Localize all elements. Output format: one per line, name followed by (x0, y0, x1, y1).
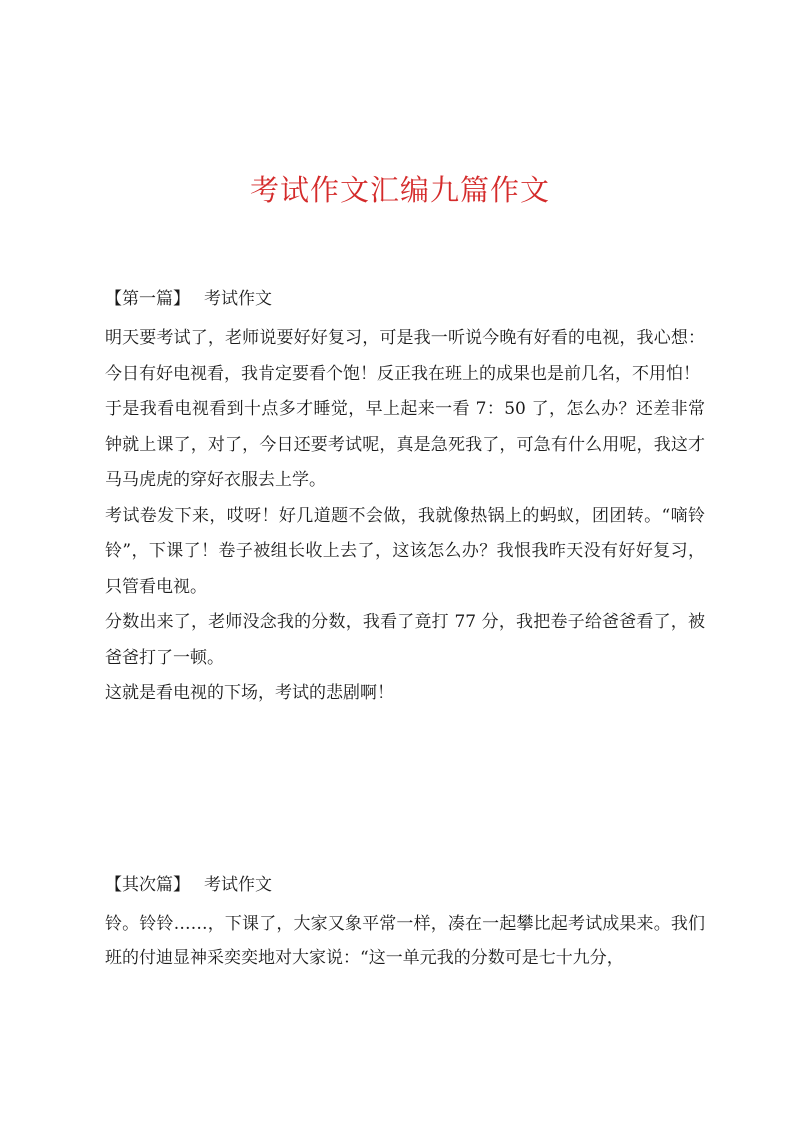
section-heading (105, 286, 705, 312)
essay-section-2 (105, 872, 705, 975)
paragraph: 铃。铃铃……，下课了，大家又象平常一样，凑在一起攀比起考试成果来。我们班的付迪显神采奕奕地对大家说：“这一单元我的分数可是七十九分， (105, 914, 705, 968)
document-title: 考试作文汇编九篇作文 (249, 173, 550, 207)
paragraph: 分数出来了，老师没念我的分数，我看了竟打 77 分，我把卷子给爸爸看了，被爸爸打了一顿。 (105, 612, 705, 668)
section-label: 【其次篇】 (105, 875, 190, 895)
paragraph: 于是我看电视看到十点多才睡觉，早上起来一看 7：50 了，怎么办？还差非常钟就上课了，对了，今日还要考试呢，真是急死我了，可急有什么用呢，我这才马马虎虎的穿好衣服去上学。 (105, 399, 705, 490)
essay-section-1 (105, 286, 705, 712)
section-subtitle: 考试作文 (204, 289, 272, 309)
paragraph: 考试卷发下来，哎呀！好几道题不会做，我就像热锅上的蚂蚁，团团转。“嘀铃铃”，下课了！卷子被组长收上去了，这该怎么办？我恨我昨天没有好好复习，只管看电视。 (105, 505, 705, 597)
section-label: 【第一篇】 (105, 289, 190, 309)
section-subtitle: 考试作文 (204, 875, 272, 895)
section-heading (105, 872, 705, 898)
paragraph: 明天要考试了，老师说要好好复习，可是我一听说今晚有好看的电视，我心想：今日有好电视看，我肯定要看个饱！反正我在班上的成果也是前几名，不用怕！ (105, 328, 705, 384)
paragraph: 这就是看电视的下场，考试的悲剧啊！ (105, 683, 394, 703)
